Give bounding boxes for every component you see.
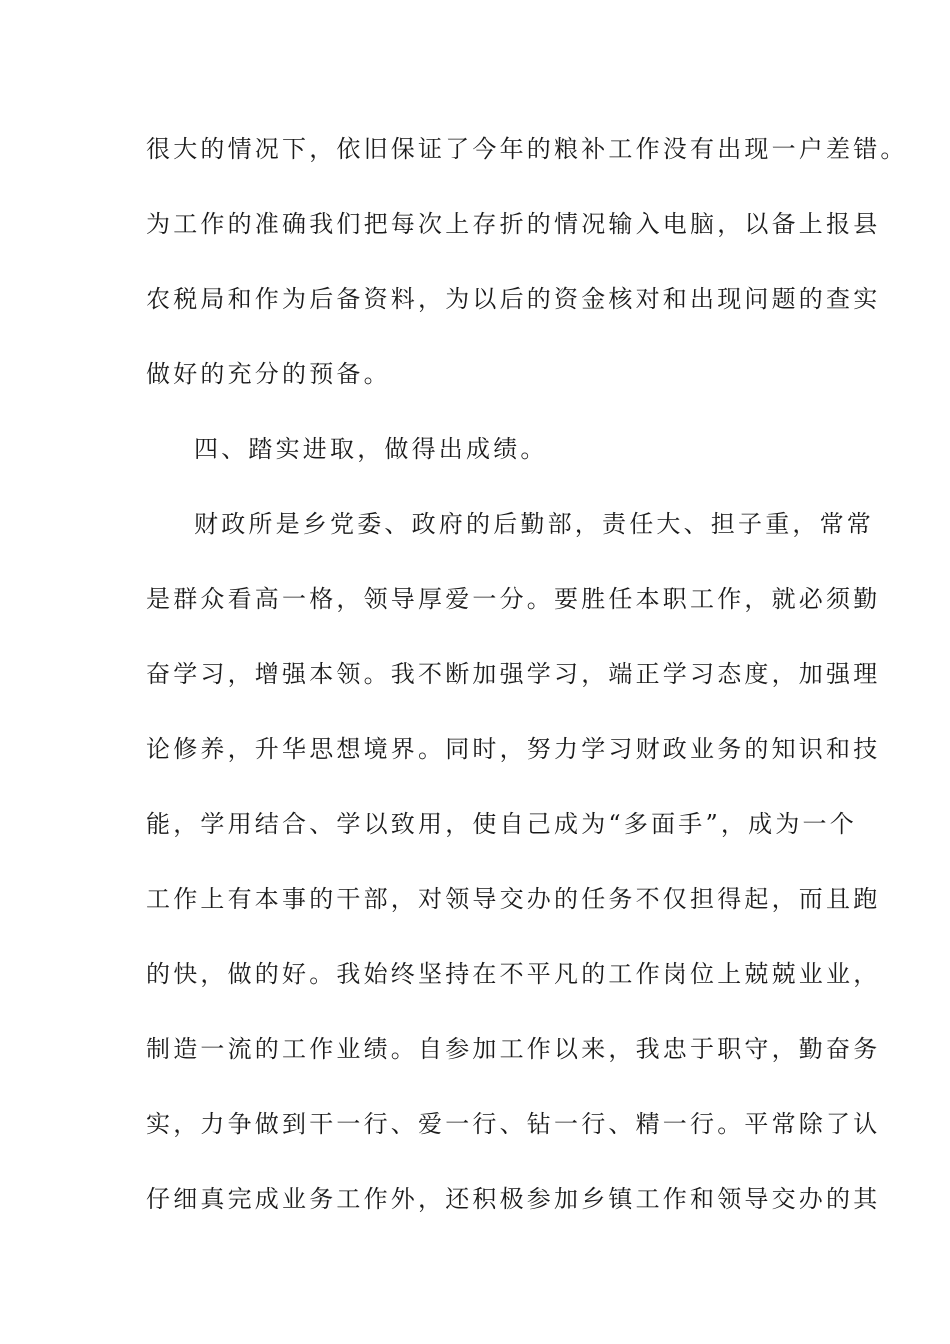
paragraph-line: 农税局和作为后备资料，为以后的资金核对和出现问题的查实 [146, 285, 881, 313]
paragraph-line: 仔细真完成业务工作外，还积极参加乡镇工作和领导交办的其 [146, 1185, 881, 1213]
paragraph-line: 的快，做的好。我始终坚持在不平凡的工作岗位上兢兢业业， [146, 960, 881, 988]
paragraph-line: 很大的情况下，依旧保证了今年的粮补工作没有出现一户差错。 [146, 135, 908, 163]
paragraph-line: 财政所是乡党委、政府的后勤部，责任大、担子重，常常 [194, 510, 874, 538]
paragraph-line: 奋学习，增强本领。我不断加强学习，端正学习态度，加强理 [146, 660, 881, 688]
paragraph-line: 工作上有本事的干部，对领导交办的任务不仅担得起，而且跑 [146, 885, 881, 913]
paragraph-line: 做好的充分的预备。 [146, 360, 391, 388]
paragraph-line: 实，力争做到干一行、爱一行、钻一行、精一行。平常除了认 [146, 1110, 881, 1138]
section-heading: 四、踏实进取，做得出成绩。 [194, 435, 548, 463]
paragraph-line: 论修养，升华思想境界。同时，努力学习财政业务的知识和技 [146, 735, 881, 763]
paragraph-line: 为工作的准确我们把每次上存折的情况输入电脑，以备上报县 [146, 210, 881, 238]
paragraph-line: 能，学用结合、学以致用，使自己成为“多面手”，成为一个 [146, 810, 857, 838]
paragraph-line: 是群众看高一格，领导厚爱一分。要胜任本职工作，就必须勤 [146, 585, 881, 613]
paragraph-line: 制造一流的工作业绩。自参加工作以来，我忠于职守，勤奋务 [146, 1035, 881, 1063]
